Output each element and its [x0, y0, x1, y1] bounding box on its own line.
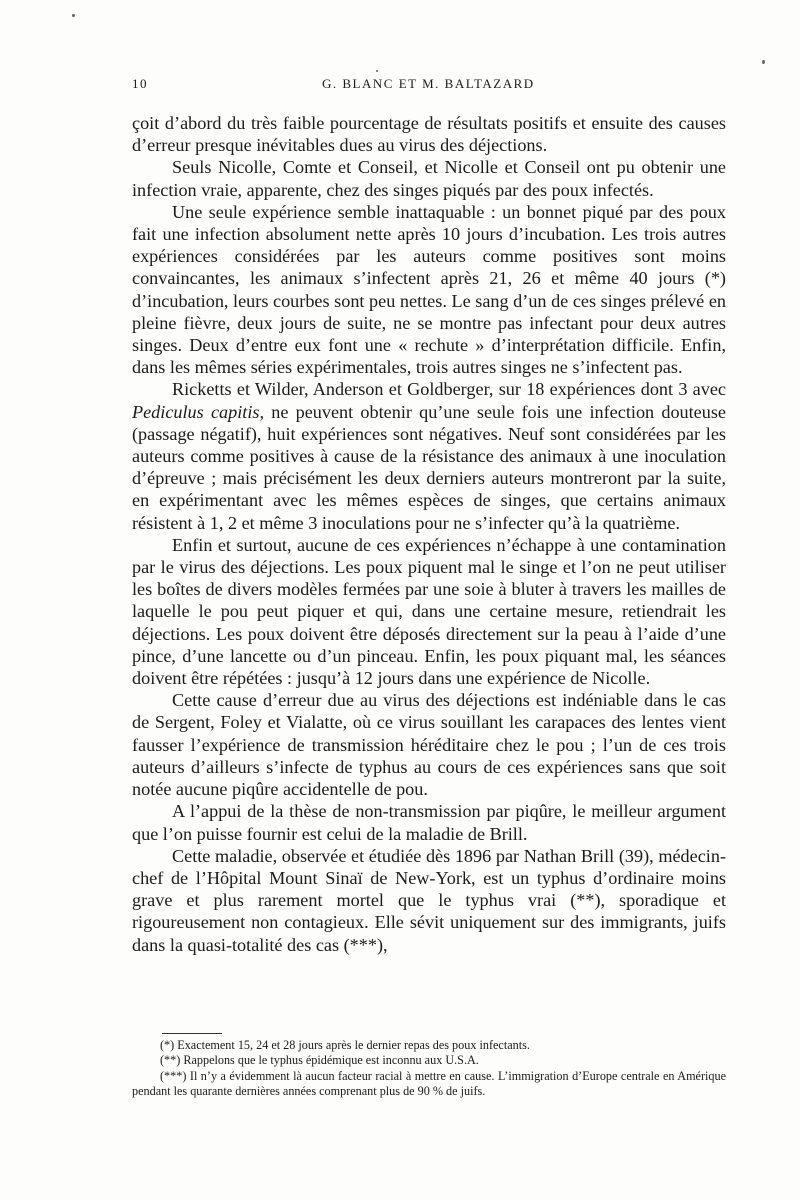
page-number: 10 — [132, 76, 148, 91]
paragraph-text: A l’appui de la thèse de non-transmission par piqûre, le meilleur argument que l’on puisse fournir est celui de la maladie de Brill. — [132, 801, 726, 844]
paragraph-text: Seuls Nicolle, Comte et Conseil, et Nicolle et Conseil ont pu obtenir une infection vraie, apparente, chez des singes piqués par des poux infectés. — [132, 157, 726, 200]
paragraph — [132, 201, 726, 379]
footnote: (***) Il n’y a évidemment là aucun facteur racial à mettre en cause. L’immigration d’Europe centrale en Amérique pendant les quarante dernières années comprenant plus de 90 % de juifs. — [132, 1068, 726, 1099]
paragraph-text: Une seule expérience semble inattaquable : un bonnet piqué par des poux fait une infection absolument nette après 10 jours d’incubation. Les trois autres expériences considérées par les auteurs comme positives sont moins convaincantes, les animaux s’infectent après 21, 26 et même 40 jours (*) d’incubation, leurs courbes sont peu nettes. Le sang d’un de ces singes prélevé en pleine fièvre, deux jours de suite, ne se montre pas infectant pour deux autres singes. Deux d’entre eux font une « rechute » d’interprétation difficile. Enfin, dans les mêmes séries expérimentales, trois autres singes ne s’infectent pas. — [132, 201, 726, 378]
paragraph — [132, 845, 726, 956]
italic-text: Pediculus capitis, — [132, 401, 264, 422]
paragraph — [132, 378, 726, 533]
footnote-rule — [162, 1033, 222, 1034]
scan-speck — [72, 14, 75, 17]
scan-speck — [376, 70, 378, 72]
running-head-authors: G. BLANC ET M. BALTAZARD — [322, 76, 535, 91]
paragraph — [132, 689, 726, 800]
footnote: (*) Exactement 15, 24 et 28 jours après le dernier repas des poux infectants. — [160, 1038, 530, 1052]
paragraph-text: Ricketts et Wilder, Anderson et Goldberger, sur 18 expériences dont 3 avec — [172, 379, 726, 400]
running-head — [132, 76, 726, 98]
paragraph — [132, 156, 726, 200]
paragraph-text: Cette cause d’erreur due au virus des déjections est indéniable dans le cas de Sergent, Foley et Vialatte, où ce virus souillant les carapaces des lentes vient fausser l’expérience de transmission héréditaire chez le pou ; l’un de ces trois auteurs d’ailleurs s’infecte de typhus au cours de ces expériences sans que soit notée aucune piqûre accidentelle de pou. — [132, 690, 726, 800]
paragraph — [132, 800, 726, 844]
paragraph-text: ne peuvent obtenir qu’une seule fois une infection douteuse (passage négatif), huit expériences sont négatives. Neuf sont considérées par les auteurs comme positives à cause de la résistance des animaux à une inoculation d’épreuve ; mais précisément les deux derniers auteurs montreront par la suite, en expérimentant avec les mêmes espèces de singes, que certains animaux résistent à 1, 2 et même 3 inoculations pour ne s’infecter qu’à la quatrième. — [132, 401, 727, 533]
footnote: (**) Rappelons que le typhus épidémique est inconnu aux U.S.A. — [160, 1053, 479, 1068]
paragraph-text: Enfin et surtout, aucune de ces expériences n’échappe à une contamination par le virus des déjections. Les poux piquent mal le singe et l’on ne peut utiliser les boîtes de divers modèles fermées par une soie à bluter à travers les mailles de laquelle le pou peut piquer et qui, dans une certaine mesure, retiendrait les déjections. Les poux doivent être déposés directement sur la peau à l’aide d’une pince, d’une lancette ou d’un pinceau. Enfin, les poux piquant mal, les séances doivent être répétées : jusqu’à 12 jours dans une expérience de Nicolle. — [132, 534, 726, 689]
paragraph — [132, 112, 726, 156]
paragraph-text: çoit d’abord du très faible pourcentage de résultats positifs et ensuite des causes d’erreur presque inévitables dues au virus des déjections. — [132, 113, 726, 156]
footnotes — [132, 1038, 726, 1100]
paragraph — [132, 534, 726, 689]
body-text — [132, 112, 726, 956]
scan-speck — [762, 60, 765, 64]
paragraph-text: Cette maladie, observée et étudiée dès 1896 par Nathan Brill (39), médecin-chef de l’Hôpital Mount Sinaï de New-York, est un typhus d’ordinaire moins grave et plus rarement mortel que le typhus vrai (**), sporadique et rigoureusement non contagieux. Elle sévit uniquement sur des immigrants, juifs dans la quasi-totalité des cas (***), — [132, 845, 726, 955]
